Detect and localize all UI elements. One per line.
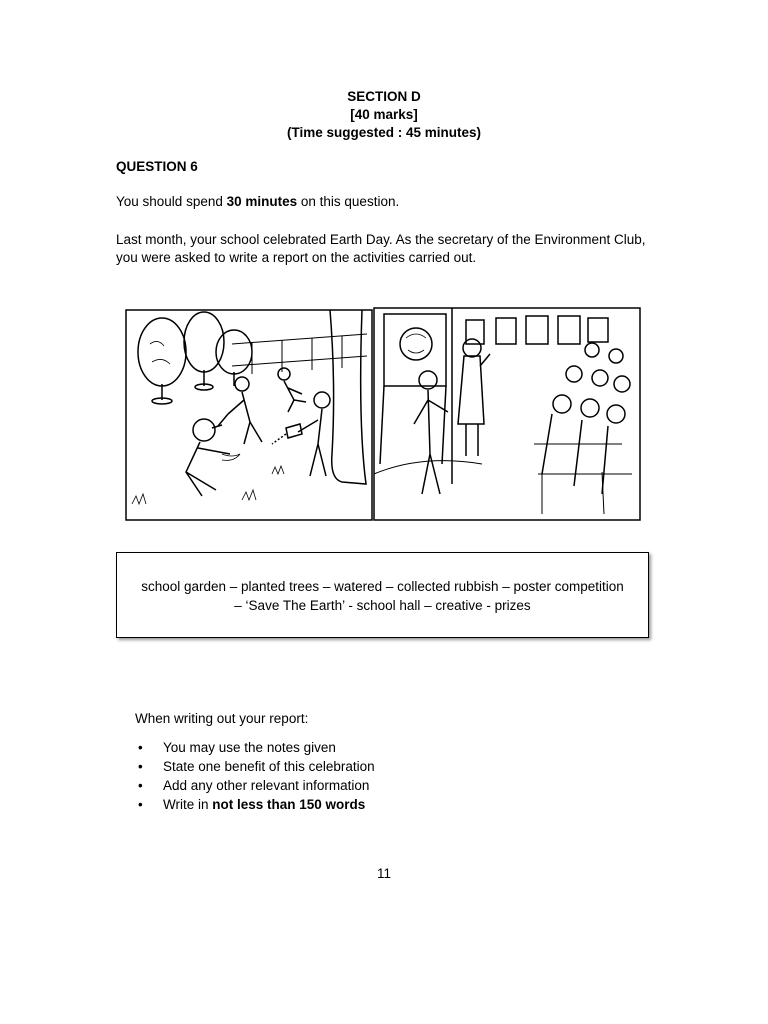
time-instruction-pre: You should spend (116, 194, 227, 209)
teacher (458, 339, 490, 456)
earth-day-illustration (122, 304, 642, 522)
audience (534, 343, 632, 514)
section-header (0, 88, 768, 142)
list-item-text: State one benefit of this celebration (163, 759, 375, 774)
bullet-glyph: • (138, 778, 143, 793)
garden-panel (126, 310, 372, 520)
notes-box (116, 552, 649, 638)
section-title: SECTION D (347, 89, 421, 104)
question-prompt: Last month, your school celebrated Earth Day. As the secretary of the Environment Club, you were asked to write a report on the activities carried out. (116, 232, 646, 265)
time-instruction-post: on this question. (297, 194, 400, 209)
list-item (138, 795, 375, 814)
poster-board (380, 314, 446, 464)
bullet-glyph: • (138, 740, 143, 755)
girl-watering (272, 392, 330, 476)
list-item-text-pre: Write in (163, 797, 213, 812)
list-item-text-bold: not less than 150 words (212, 797, 366, 812)
hall-panel-frame (374, 308, 640, 520)
section-marks: [40 marks] (350, 107, 418, 122)
wall-poster (588, 318, 608, 342)
wall-poster (558, 316, 580, 344)
instructions-list (138, 738, 375, 814)
tree (184, 312, 224, 390)
time-instruction-bold: 30 minutes (226, 194, 298, 209)
hall-panel (374, 308, 640, 520)
instructions-intro: When writing out your report: (135, 711, 309, 726)
boy-planting (278, 368, 306, 412)
tree (138, 318, 186, 404)
boy-collecting (186, 419, 240, 496)
question-title: QUESTION 6 (116, 159, 198, 174)
notes-line-1: school garden – planted trees – watered – collected rubbish – poster competition (141, 579, 624, 594)
boy-digging (212, 377, 262, 444)
section-time: (Time suggested : 45 minutes) (286, 125, 482, 140)
wall-poster (526, 316, 548, 344)
time-instruction (116, 194, 399, 209)
garden-panel-frame (126, 310, 372, 520)
list-item-text: You may use the notes given (163, 740, 336, 755)
page-number: 11 (376, 866, 391, 881)
list-item (138, 738, 375, 757)
bullet-glyph: • (138, 797, 143, 812)
bullet-glyph: • (138, 759, 143, 774)
list-item-text: Add any other relevant information (163, 778, 370, 793)
wall-poster (496, 318, 516, 344)
list-item (138, 757, 375, 776)
notes-line-2: – ‘Save The Earth’ - school hall – creative - prizes (234, 598, 531, 613)
list-item (138, 776, 375, 795)
